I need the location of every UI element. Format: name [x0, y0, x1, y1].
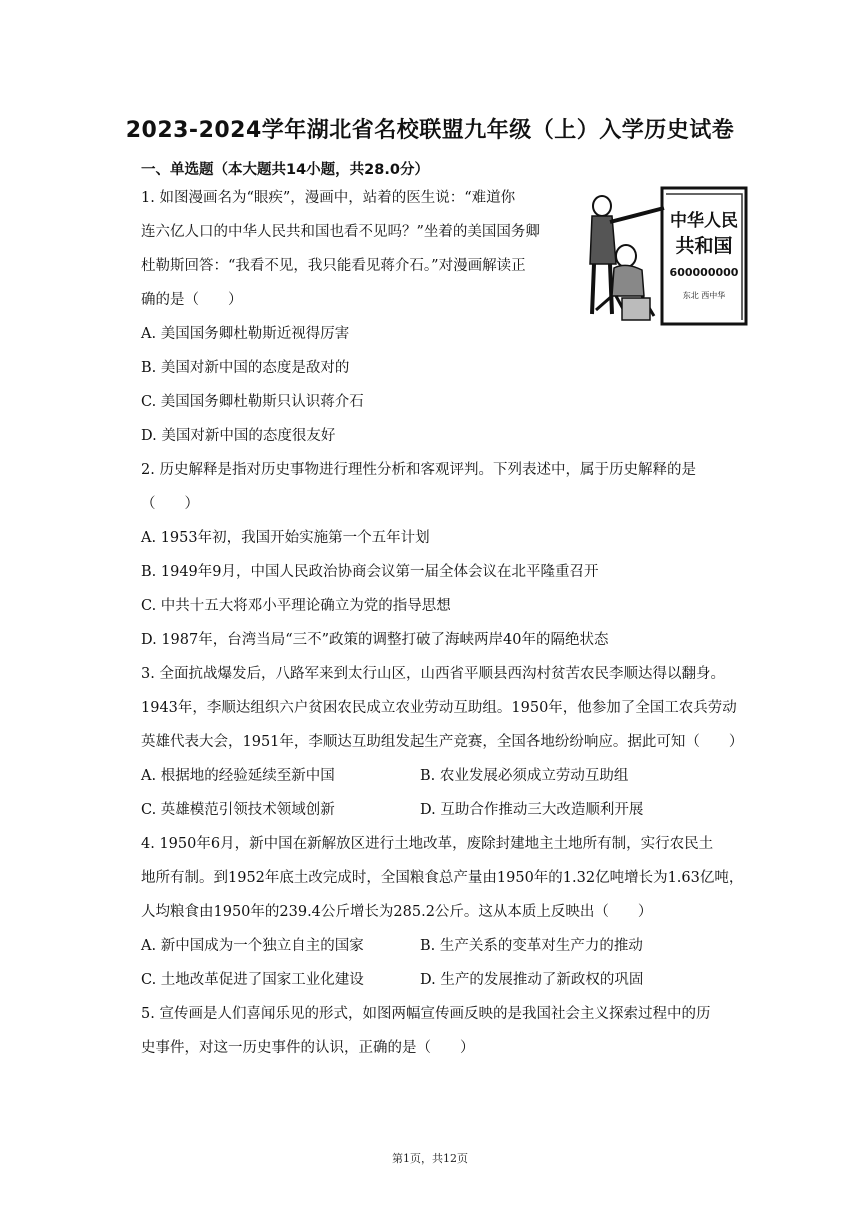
- question-3-option-d: D. 互助合作推动三大改造顺利开展: [420, 802, 644, 818]
- cartoon-text-line4: 东北 西中华: [682, 291, 726, 300]
- question-5-line-1: 5. 宣传画是人们喜闻乐见的形式，如图两幅宣传画反映的是我国社会主义探索过程中的历: [141, 1006, 711, 1022]
- cartoon-text-line3: 600000000: [669, 266, 739, 279]
- question-4-option-b: B. 生产关系的变革对生产力的推动: [420, 938, 643, 954]
- section-header: 一、单选题（本大题共14小题，共28.0分）: [141, 162, 429, 178]
- question-3-option-c: C. 英雄模范引领技术领域创新: [141, 802, 335, 818]
- page-footer: 第1页，共12页: [392, 1152, 468, 1165]
- question-2-line-1: 2. 历史解释是指对历史事物进行理性分析和客观评判。下列表述中，属于历史解释的是: [141, 462, 696, 478]
- question-2-option-b: B. 1949年9月，中国人民政治协商会议第一届全体会议在北平隆重召开: [141, 564, 599, 580]
- question-3-line-3: 英雄代表大会，1951年，李顺达互助组发起生产竞赛，全国各地纷纷响应。据此可知（ ）: [141, 734, 744, 750]
- question-3-line-1: 3. 全面抗战爆发后，八路军来到太行山区，山西省平顺县西沟村贫苦农民李顺达得以翻身。: [141, 666, 725, 682]
- question-4-option-a: A. 新中国成为一个独立自主的国家: [141, 938, 364, 954]
- question-4-line-3: 人均粮食由1950年的239.4公斤增长为285.2公斤。这从本质上反映出（ ）: [141, 904, 653, 920]
- question-1-line-4: 确的是（ ）: [141, 292, 243, 308]
- question-2-option-c: C. 中共十五大将邓小平理论确立为党的指导思想: [141, 598, 451, 614]
- question-4-line-1: 4. 1950年6月，新中国在新解放区进行土地改革，废除封建地主土地所有制，实行农民土: [141, 836, 714, 852]
- question-3-line-2: 1943年，李顺达组织六户贫困农民成立农业劳动互助组。1950年，他参加了全国工农兵劳动: [141, 700, 737, 716]
- question-3-option-a: A. 根据地的经验延续至新中国: [141, 768, 335, 784]
- question-2-line-2: （ ）: [141, 496, 199, 512]
- question-4-option-d: D. 生产的发展推动了新政权的巩固: [420, 972, 644, 988]
- exam-title: 2023-2024学年湖北省名校联盟九年级（上）入学历史试卷: [125, 118, 735, 143]
- question-1-option-b: B. 美国对新中国的态度是敌对的: [141, 360, 350, 376]
- question-1-option-c: C. 美国国务卿杜勒斯只认识蒋介石: [141, 394, 364, 410]
- question-4-option-c: C. 土地改革促进了国家工业化建设: [141, 972, 364, 988]
- question-2-option-d: D. 1987年，台湾当局“三不”政策的调整打破了海峡两岸40年的隔绝状态: [141, 632, 609, 648]
- question-3-option-b: B. 农业发展必须成立劳动互助组: [420, 768, 629, 784]
- question-1-option-d: D. 美国对新中国的态度很友好: [141, 428, 336, 444]
- eye-disease-cartoon-image: [582, 186, 748, 326]
- question-1-line-1: 1. 如图漫画名为“眼疾”，漫画中，站着的医生说：“难道你: [141, 190, 516, 206]
- question-1-option-a: A. 美国国务卿杜勒斯近视得厉害: [141, 326, 350, 342]
- question-1-line-2: 连六亿人口的中华人民共和国也看不见吗？”坐着的美国国务卿: [141, 224, 540, 240]
- question-2-option-a: A. 1953年初，我国开始实施第一个五年计划: [141, 530, 430, 546]
- cartoon-text-line1: 中华人民: [670, 211, 738, 231]
- cartoon-text-line2: 共和国: [675, 235, 733, 257]
- question-1-line-3: 杜勒斯回答：“我看不见，我只能看见蒋介石。”对漫画解读正: [141, 258, 526, 274]
- question-4-line-2: 地所有制。到1952年底土改完成时，全国粮食总产量由1950年的1.32亿吨增长为1.63亿吨，: [141, 870, 744, 886]
- question-5-line-2: 史事件，对这一历史事件的认识，正确的是（ ）: [141, 1040, 475, 1056]
